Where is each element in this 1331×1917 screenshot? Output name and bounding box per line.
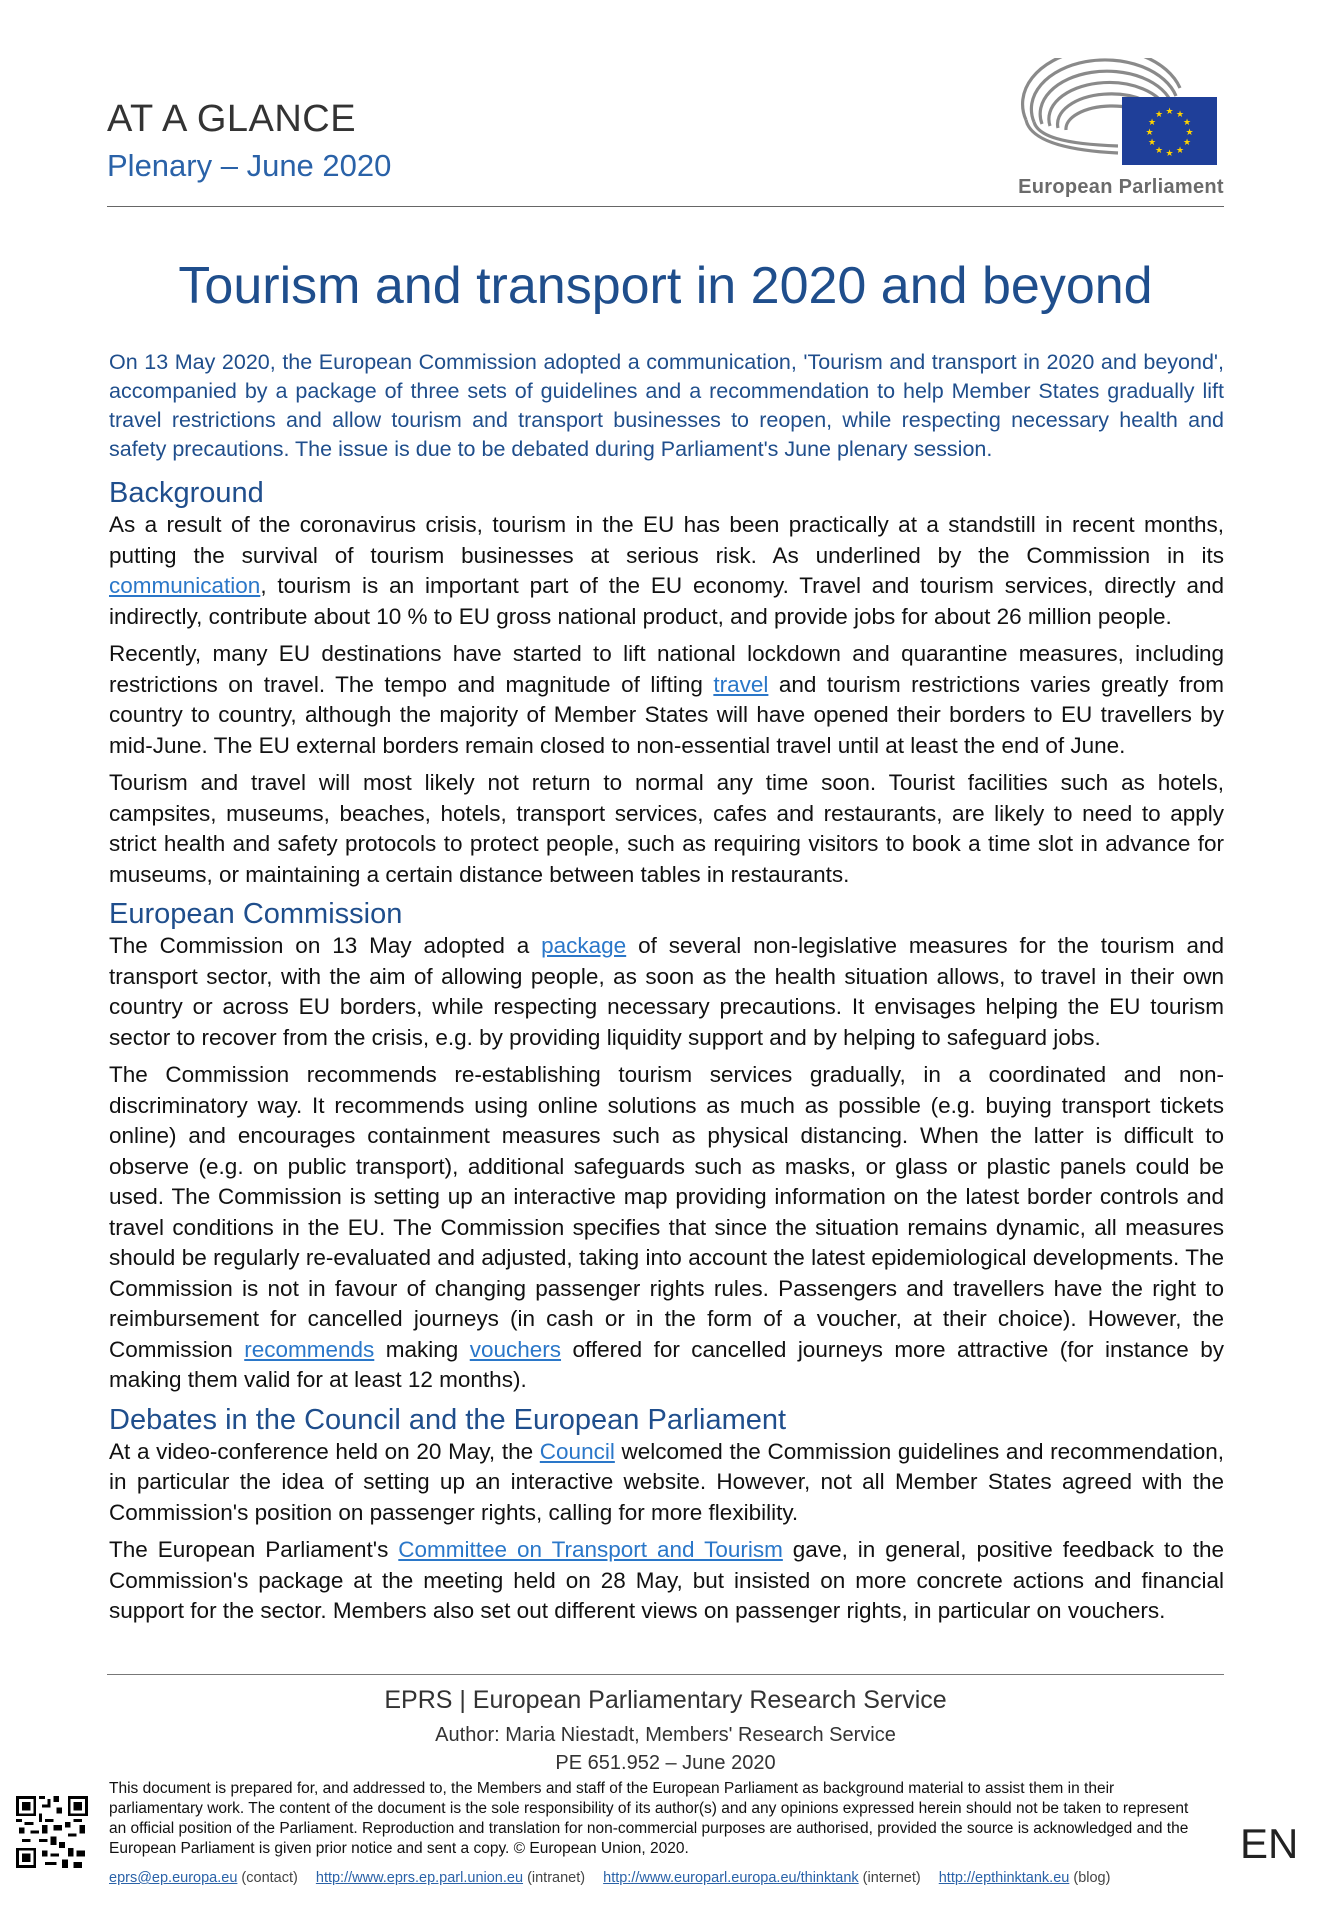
text-run: and tourism restrictions varies greatly from country to country, although the majority of Member States will have opened their borders to EU travellers by mid-June. The EU external borders remain closed to non-essential travel until at least the end of June. [109, 671, 1225, 758]
section-heading-european-commission: European Commission [109, 898, 403, 930]
svg-text:★: ★ [1182, 138, 1192, 148]
footer-divider [107, 1674, 1224, 1675]
svg-text:★: ★ [1147, 118, 1157, 128]
text-run: gave, in general, positive feedback to the Commission's package at the meeting held on 28 May, but insisted on more concrete actions and financial support for the sector. Members also set out different views on passenger rights, in particular on vouchers. [109, 1537, 1224, 1623]
link-note: (intranet) [527, 1870, 586, 1886]
header-divider [107, 206, 1224, 207]
footer-links [109, 1870, 1110, 1886]
text-run: Recently, many EU destinations have started to lift national lockdown and quarantine measures, including restrictions on travel. The tempo and magnitude of lifting [109, 641, 1224, 697]
link-recommends[interactable]: recommends [244, 1336, 375, 1362]
text-run: The Commission recommends re-establishing tourism services gradually, in a coordinated and non-discriminatory way. It recommends using online solutions as much as possible (e.g. buying transport tickets online) and encourages containment measures such as physical distancing. When the latter is difficult to observe (e.g. on public transport), additional safeguards such as masks, or glass or plastic panels could be used. The Commission is setting up an interactive map providing information on the latest border controls and travel conditions in the EU. The Commission specifies that since the situation remains dynamic, all measures should be regularly re-evaluated and adjusted, taking into account the latest epidemiological developments. The Commission is not in favour of changing passenger rights rules. Passengers and travellers have the right to reimbursement for cancelled journeys (in cash or in the form of a voucher, at their choice). However, the Commission [109, 1062, 1224, 1362]
blog-link[interactable]: http://epthinktank.eu [938, 1870, 1070, 1886]
svg-text:★: ★ [1182, 118, 1192, 128]
language-code: EN [1240, 1820, 1299, 1867]
eprs-label: EPRS | European Parliamentary Research Service [384, 1686, 947, 1714]
link-travel[interactable]: travel [713, 671, 769, 697]
text-run: of several non-legislative measures for the tourism and transport sector, with the aim of allowing people, as soon as the health situation allows, to travel in their own country or across EU borders, while respecting necessary precautions. It envisages helping the EU tourism sector to recover from the crisis, e.g. by providing liquidity support and by helping to safeguard jobs. [109, 933, 1224, 1050]
link-vouchers[interactable]: vouchers [469, 1336, 562, 1362]
document-body [109, 348, 1224, 1634]
paragraph: Tourism and travel will most likely not return to normal any time soon. Tourist facilities such as hotels, campsites, museums, beaches, hotels, transport services, cafes and restaurants, are likely to need to apply strict health and safety protocols to protect people, such as requiring visitors to book a time slot in advance for museums, or maintaining a certain distance between tables in restaurants. [109, 770, 1224, 887]
svg-text:★: ★ [1175, 146, 1185, 156]
link-note: (blog) [1073, 1870, 1111, 1886]
paragraph [109, 1060, 1224, 1396]
svg-text:★: ★ [1147, 138, 1157, 148]
svg-text:★: ★ [1154, 146, 1164, 156]
disclaimer-text: This document is prepared for, and addressed to, the Members and staff of the European Parliament as background material to assist them in their parliamentary work. The content of the document is the sole responsibility of its author(s) and any opinions expressed herein should not be taken to represent an official position of the Parliament. Reproduction and translation for non-commercial purposes are authorised, provided the source is acknowledged and the European Parliament is given prior notice and sent a copy. © European Union, 2020. [109, 1780, 1189, 1857]
link-note: (internet) [862, 1870, 921, 1886]
svg-text:★: ★ [1175, 110, 1185, 120]
link-council[interactable]: Council [539, 1438, 615, 1464]
paragraph [109, 1535, 1224, 1627]
text-run: offered for cancelled journeys more attractive (for instance by making them valid for at least 12 months). [109, 1336, 1224, 1392]
text-run: welcomed the Commission guidelines and recommendation, in particular the idea of setting up an interactive website. However, not all Member States agreed with the Commission's position on passenger rights, calling for more flexibility. [109, 1438, 1224, 1525]
internet-link[interactable]: http://www.europarl.europa.eu/thinktank [603, 1870, 859, 1886]
european-parliament-logo-text: European Parliament [1018, 176, 1224, 198]
paragraph [109, 510, 1224, 632]
pe-reference: PE 651.952 – June 2020 [555, 1752, 776, 1774]
author-line: Author: Maria Niestadt, Members' Research Service [435, 1724, 896, 1746]
at-a-glance-label: AT A GLANCE [107, 98, 357, 140]
qr-code-icon [16, 1796, 88, 1868]
link-communication[interactable]: communication [109, 573, 261, 598]
section-heading-background: Background [109, 477, 264, 509]
lead-paragraph: On 13 May 2020, the European Commission adopted a communication, 'Tourism and transport in 2020 and beyond', accompanied by a package of three sets of guidelines and a recommendation to help Member States gradually lift travel restrictions and allow tourism and transport businesses to reopen, while respecting necessary health and safety precautions. The issue is due to be debated during Parliament's June plenary session. [109, 350, 1224, 461]
svg-text:★: ★ [1165, 107, 1174, 117]
text-run: , tourism is an important part of the EU economy. Travel and tourism services, directly and indirectly, contribute about 10 % to EU gross national product, and provide jobs for about 26 million people. [109, 573, 1224, 629]
paragraph [109, 1437, 1224, 1529]
document-title: Tourism and transport in 2020 and beyond [178, 257, 1153, 315]
text-run: At a video-conference held on 20 May, the [109, 1438, 540, 1464]
document-header [107, 100, 391, 181]
text-run: The Commission on 13 May adopted a [109, 933, 542, 958]
link-note: (contact) [241, 1870, 298, 1886]
svg-text:★: ★ [1154, 110, 1164, 120]
contact-email-link[interactable]: eprs@ep.europa.eu [109, 1870, 238, 1886]
section-heading-debates: Debates in the Council and the European Parliament [109, 1403, 787, 1436]
text-run: As a result of the coronavirus crisis, tourism in the EU has been practically at a standstill in recent months, putting the survival of tourism businesses at serious risk. As underlined by the Commission in its [109, 512, 1224, 568]
text-run: The European Parliament's [109, 1537, 399, 1562]
paragraph [109, 639, 1224, 761]
link-package[interactable]: package [541, 933, 627, 958]
svg-text:★: ★ [1145, 128, 1154, 138]
svg-text:★: ★ [1165, 149, 1174, 159]
svg-text:★: ★ [1185, 128, 1194, 138]
intranet-link[interactable]: http://www.eprs.ep.parl.union.eu [315, 1870, 524, 1886]
plenary-date-label: Plenary – June 2020 [107, 148, 392, 183]
text-run: making [374, 1336, 470, 1362]
link-committee-transport-tourism[interactable]: Committee on Transport and Tourism [398, 1537, 783, 1562]
paragraph [109, 931, 1224, 1053]
